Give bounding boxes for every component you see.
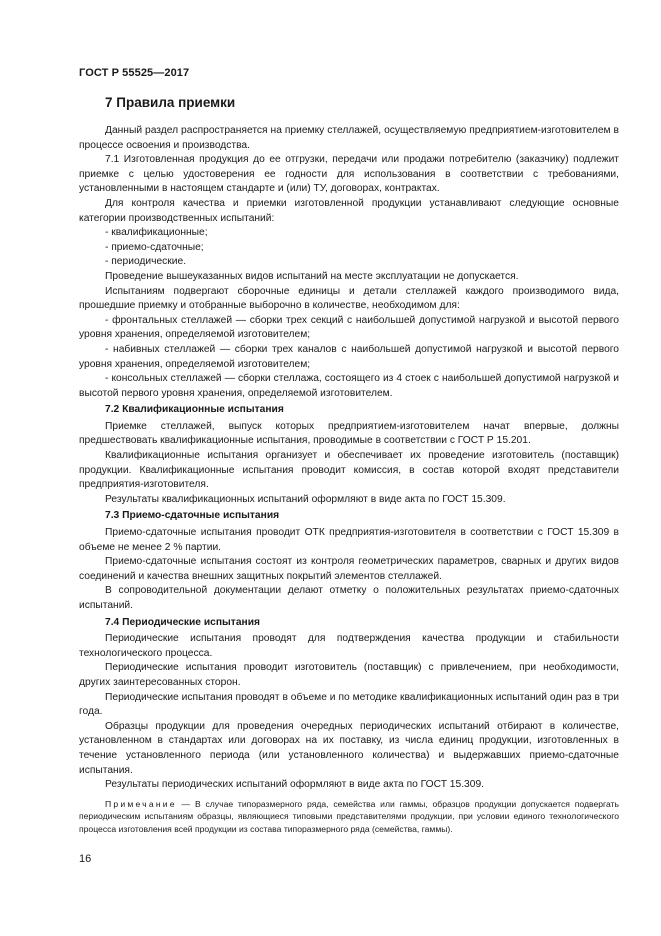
paragraph: Приемо-сдаточные испытания проводит ОТК предприятия-изготовителя в соответствии с ГОСТ 15.309 в объеме не менее 2 % партии.: [79, 527, 619, 553]
subsection-heading: 7.2 Квалификационные испытания: [105, 404, 284, 416]
list-item: - фронтальных стеллажей — сборки трех секций с наибольшей допустимой нагрузкой и высотой первого уровня хранения, определяемой изготовителем;: [79, 314, 619, 341]
paragraph: Периодические испытания проводят в объеме и по методике квалификационных испытаний один раз в три года.: [79, 691, 619, 718]
paragraph: Результаты квалификационных испытаний оформляют в виде акта по ГОСТ 15.309.: [105, 493, 506, 505]
list-item: - периодические.: [105, 256, 187, 268]
paragraph: В сопроводительной документации делают отметку о положительных результатах приемо-сдаточных испытаний.: [79, 585, 619, 611]
paragraph: 7.1 Изготовленная продукция до ее отгрузки, передачи или продажи потребителю (заказчику) подлежит приемке с целью удостоверения ее годности для использования в соответствии с требованиями, установленными в настоящем стандарте и (или) ТУ, договорах, контрактах.: [79, 154, 619, 195]
page-number: 16: [79, 853, 92, 865]
list-item: - набивных стеллажей — сборки трех каналов с наибольшей допустимой нагрузкой и высотой первого уровня хранения, определяемой изготовителем;: [79, 343, 619, 370]
paragraph: Приемке стеллажей, выпуск которых предприятием-изготовителем начат впервые, должны предшествовать квалификационные испытания, проводимые в соответствии с ГОСТ Р 15.201.: [79, 420, 619, 447]
paragraph: Периодические испытания проводит изготовитель (поставщик) с привлечением, при необходимости, других заинтересованных сторон.: [79, 662, 619, 688]
paragraph: Квалификационные испытания организует и обеспечивает их проведение изготовитель (поставщик) продукции. Квалификационные испытания проводит комиссия, в состав которой входят представители предприятия-изготовителя.: [79, 450, 619, 491]
section-body: [79, 124, 619, 835]
subsection-heading: 7.3 Приемо-сдаточные испытания: [105, 510, 280, 522]
document-header: ГОСТ Р 55525—2017: [79, 67, 190, 79]
list-item: - приемо-сдаточные;: [105, 241, 204, 253]
paragraph: Результаты периодических испытаний оформляют в виде акта по ГОСТ 15.309.: [105, 779, 484, 791]
paragraph: Образцы продукции для проведения очередных периодических испытаний отбирают в количестве, установленном в стандартах или договорах на их поставку, из числа единиц продукции, изготовленных в течение установленного периода (или установленного количества) и выдержавших приемо-сдаточные испытания.: [79, 720, 619, 776]
paragraph: Данный раздел распространяется на приемку стеллажей, осуществляемую предприятием-изготовителем в процессе освоения и производства.: [79, 125, 619, 151]
subsection-heading: 7.4 Периодические испытания: [105, 616, 260, 628]
paragraph: Периодические испытания проводят для подтверждения качества продукции и стабильности технологического процесса.: [79, 633, 619, 659]
paragraph: Приемо-сдаточные испытания состоят из контроля геометрических параметров, сварных и других видов соединений и качества внешних защитных покрытий элементов стеллажей.: [79, 556, 619, 582]
note-label: Примечание: [105, 798, 177, 809]
paragraph: Проведение вышеуказанных видов испытаний на месте эксплуатации не допускается.: [105, 270, 519, 282]
paragraph: Для контроля качества и приемки изготовленной продукции устанавливают следующие основные категории производственных испытаний:: [79, 197, 619, 224]
note-text: — В случае типоразмерного ряда, семейства или гаммы, образцов продукции допускается подвергать периодическим испытаниям образцы, являющиеся типовыми представителями продукции, при условии единого технологического процесса изготовления всей продукции из состава типоразмерного ряда (семейства, гаммы).: [79, 798, 619, 834]
list-item: - квалификационные;: [105, 227, 208, 239]
paragraph: Испытаниям подвергают сборочные единицы и детали стеллажей каждого производимого вида, прошедшие приемку и отобранные выборочно в количестве, необходимом для:: [79, 285, 619, 312]
section-title: 7 Правила приемки: [105, 95, 236, 110]
list-item: - консольных стеллажей — сборки стеллажа, состоящего из 4 стоек с наибольшей допустимой нагрузкой и высотой первого уровня хранения, определяемой изготовителем.: [79, 373, 619, 399]
note: [79, 798, 619, 835]
